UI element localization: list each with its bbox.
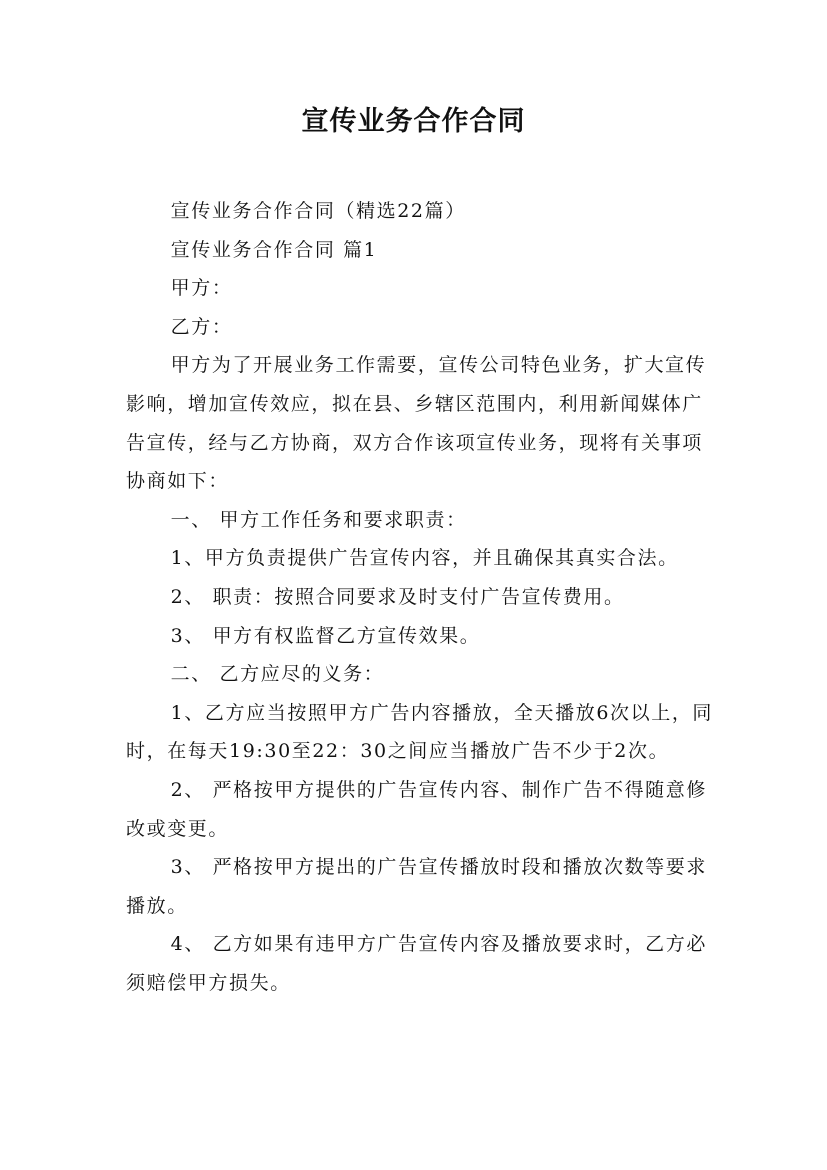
- paragraph-section-heading: 宣传业务合作合同 篇1: [170, 238, 378, 261]
- paragraph-party-a: 甲方：: [170, 277, 233, 300]
- paragraph-clause-2-3: 3、 严格按甲方提出的广告宣传播放时段和播放次数等要求播放。: [126, 856, 707, 917]
- paragraph-subtitle: 宣传业务合作合同（精选22篇）: [170, 200, 466, 222]
- paragraph-clause-heading-2: 二、 乙方应尽的义务：: [170, 663, 385, 686]
- document-title: 宣传业务合作合同: [301, 106, 526, 137]
- paragraph-clause-1-1: 1、甲方负责提供广告宣传内容，并且确保其真实合法。: [170, 547, 679, 570]
- paragraph-clause-1-2: 2、 职责：按照合同要求及时支付广告宣传费用。: [170, 585, 625, 608]
- paragraph-intro: 甲方为了开展业务工作需要，宣传公司特色业务，扩大宣传影响，增加宣传效应，拟在县、乡辖区范围内，利用新闻媒体广告宣传，经与乙方协商，双方合作该项宣传业务，现将有关事项协商如下：: [126, 354, 707, 493]
- paragraph-clause-1-3: 3、 甲方有权监督乙方宣传效果。: [170, 624, 481, 647]
- paragraph-clause-2-2: 2、 严格按甲方提供的广告宣传内容、制作广告不得随意修改或变更。: [126, 778, 707, 840]
- paragraph-clause-2-4: 4、 乙方如果有违甲方广告宣传内容及播放要求时，乙方必须赔偿甲方损失。: [126, 933, 707, 994]
- paragraph-clause-2-1: 1、乙方应当按照甲方广告内容播放，全天播放6次以上，同时，在每天19:30至22：30之间应当播放广告不少于2次。: [126, 701, 714, 763]
- document-body: [126, 192, 716, 1002]
- paragraph-party-b: 乙方：: [170, 315, 233, 338]
- paragraph-clause-heading-1: 一、 甲方工作任务和要求职责：: [170, 508, 467, 531]
